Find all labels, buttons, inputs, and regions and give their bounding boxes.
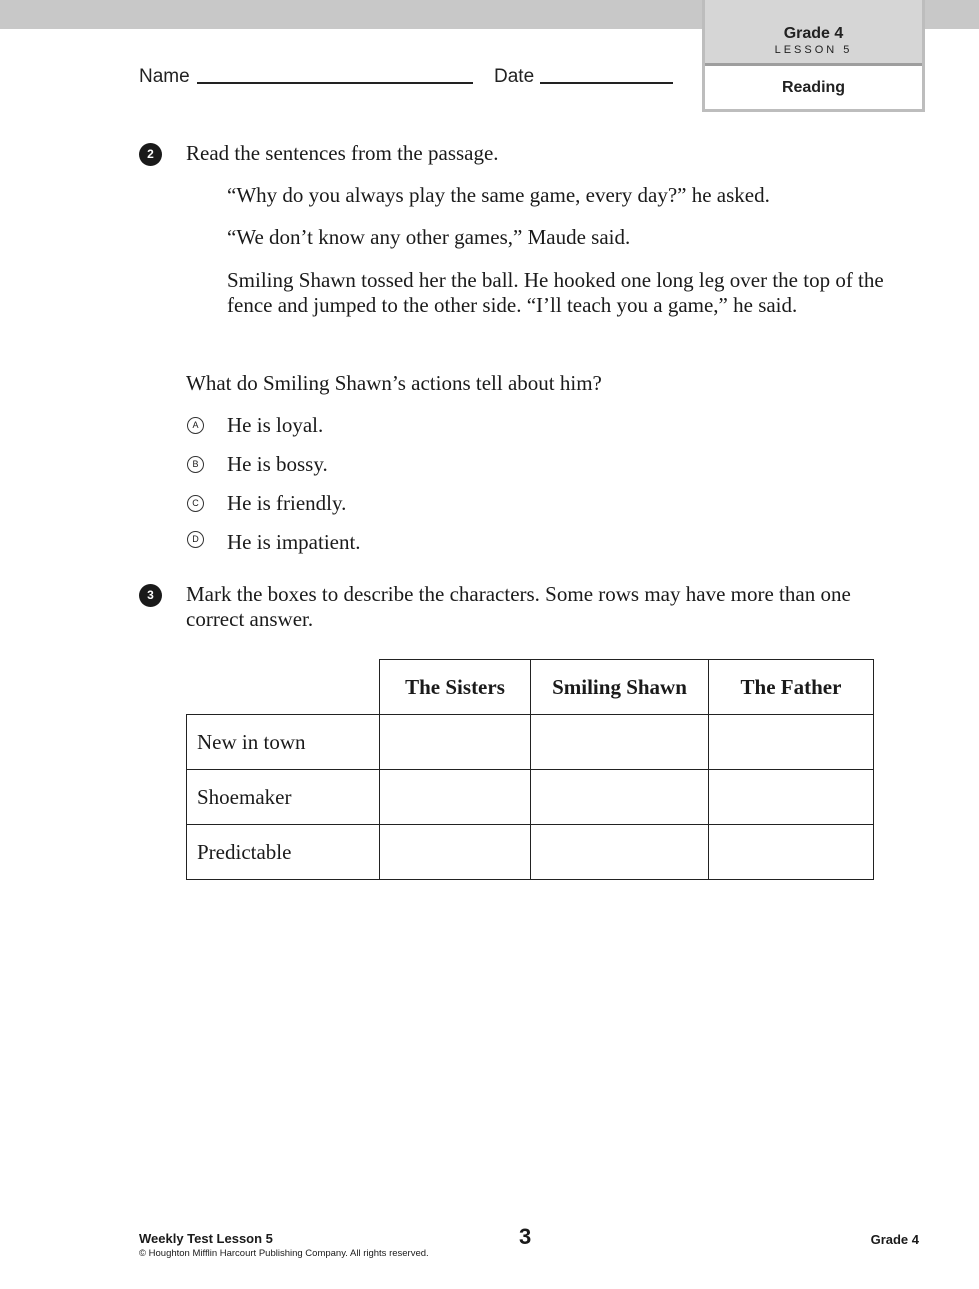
row-label-new-in-town: New in town bbox=[187, 715, 380, 770]
page-number: 3 bbox=[519, 1224, 532, 1249]
character-table bbox=[186, 659, 874, 880]
question-2-text: What do Smiling Shawn’s actions tell about him? bbox=[186, 371, 602, 395]
column-header-father: The Father bbox=[709, 660, 874, 715]
option-a-text: He is loyal. bbox=[227, 413, 324, 437]
passage-line-1: “Why do you always play the same game, every day?” he asked. bbox=[227, 183, 770, 207]
answer-box[interactable] bbox=[380, 715, 531, 770]
table-header-row bbox=[187, 660, 874, 715]
option-b-text: He is bossy. bbox=[227, 452, 328, 476]
answer-box[interactable] bbox=[709, 770, 874, 825]
question-2-number: 2 bbox=[139, 143, 162, 166]
name-line[interactable] bbox=[197, 82, 473, 84]
badge-lesson: LESSON 5 bbox=[774, 44, 853, 56]
footer-title: Weekly Test Lesson 5 bbox=[139, 1231, 273, 1246]
option-d-bubble[interactable]: D bbox=[187, 531, 204, 548]
question-3-number: 3 bbox=[139, 584, 162, 607]
option-c-text: He is friendly. bbox=[227, 491, 347, 515]
table-row bbox=[187, 715, 874, 770]
passage-line-2: “We don’t know any other games,” Maude said. bbox=[227, 225, 631, 249]
name-label: Name bbox=[139, 66, 190, 87]
option-a-bubble[interactable]: A bbox=[187, 417, 204, 434]
option-c-bubble[interactable]: C bbox=[187, 495, 204, 512]
passage-line-3: Smiling Shawn tossed her the ball. He hooked one long leg over the top of the fence and jumped to the other side. “I’ll teach you a game,” he said. bbox=[227, 268, 884, 317]
answer-box[interactable] bbox=[709, 825, 874, 880]
question-3-prompt: Mark the boxes to describe the characters. Some rows may have more than one correct answer. bbox=[186, 582, 851, 631]
answer-box[interactable] bbox=[531, 715, 709, 770]
question-2-prompt: Read the sentences from the passage. bbox=[186, 141, 499, 165]
column-header-sisters: The Sisters bbox=[380, 660, 531, 715]
footer-copyright: © Houghton Mifflin Harcourt Publishing Company. All rights reserved. bbox=[139, 1248, 429, 1259]
answer-box[interactable] bbox=[531, 770, 709, 825]
option-b-bubble[interactable]: B bbox=[187, 456, 204, 473]
answer-box[interactable] bbox=[531, 825, 709, 880]
table-row bbox=[187, 825, 874, 880]
footer-left bbox=[139, 1231, 429, 1259]
column-header-smiling-shawn: Smiling Shawn bbox=[531, 660, 709, 715]
answer-box[interactable] bbox=[380, 770, 531, 825]
badge-header bbox=[705, 0, 922, 66]
answer-box[interactable] bbox=[380, 825, 531, 880]
answer-box[interactable] bbox=[709, 715, 874, 770]
date-label: Date bbox=[494, 66, 535, 87]
table-row bbox=[187, 770, 874, 825]
badge-subject: Reading bbox=[781, 79, 846, 96]
date-line[interactable] bbox=[540, 82, 673, 84]
footer-grade: Grade 4 bbox=[870, 1232, 919, 1247]
option-d-text: He is impatient. bbox=[227, 530, 361, 554]
grade-lesson-badge bbox=[702, 0, 925, 112]
table-corner bbox=[187, 660, 380, 715]
badge-grade: Grade 4 bbox=[783, 25, 844, 42]
row-label-shoemaker: Shoemaker bbox=[187, 770, 380, 825]
row-label-predictable: Predictable bbox=[187, 825, 380, 880]
